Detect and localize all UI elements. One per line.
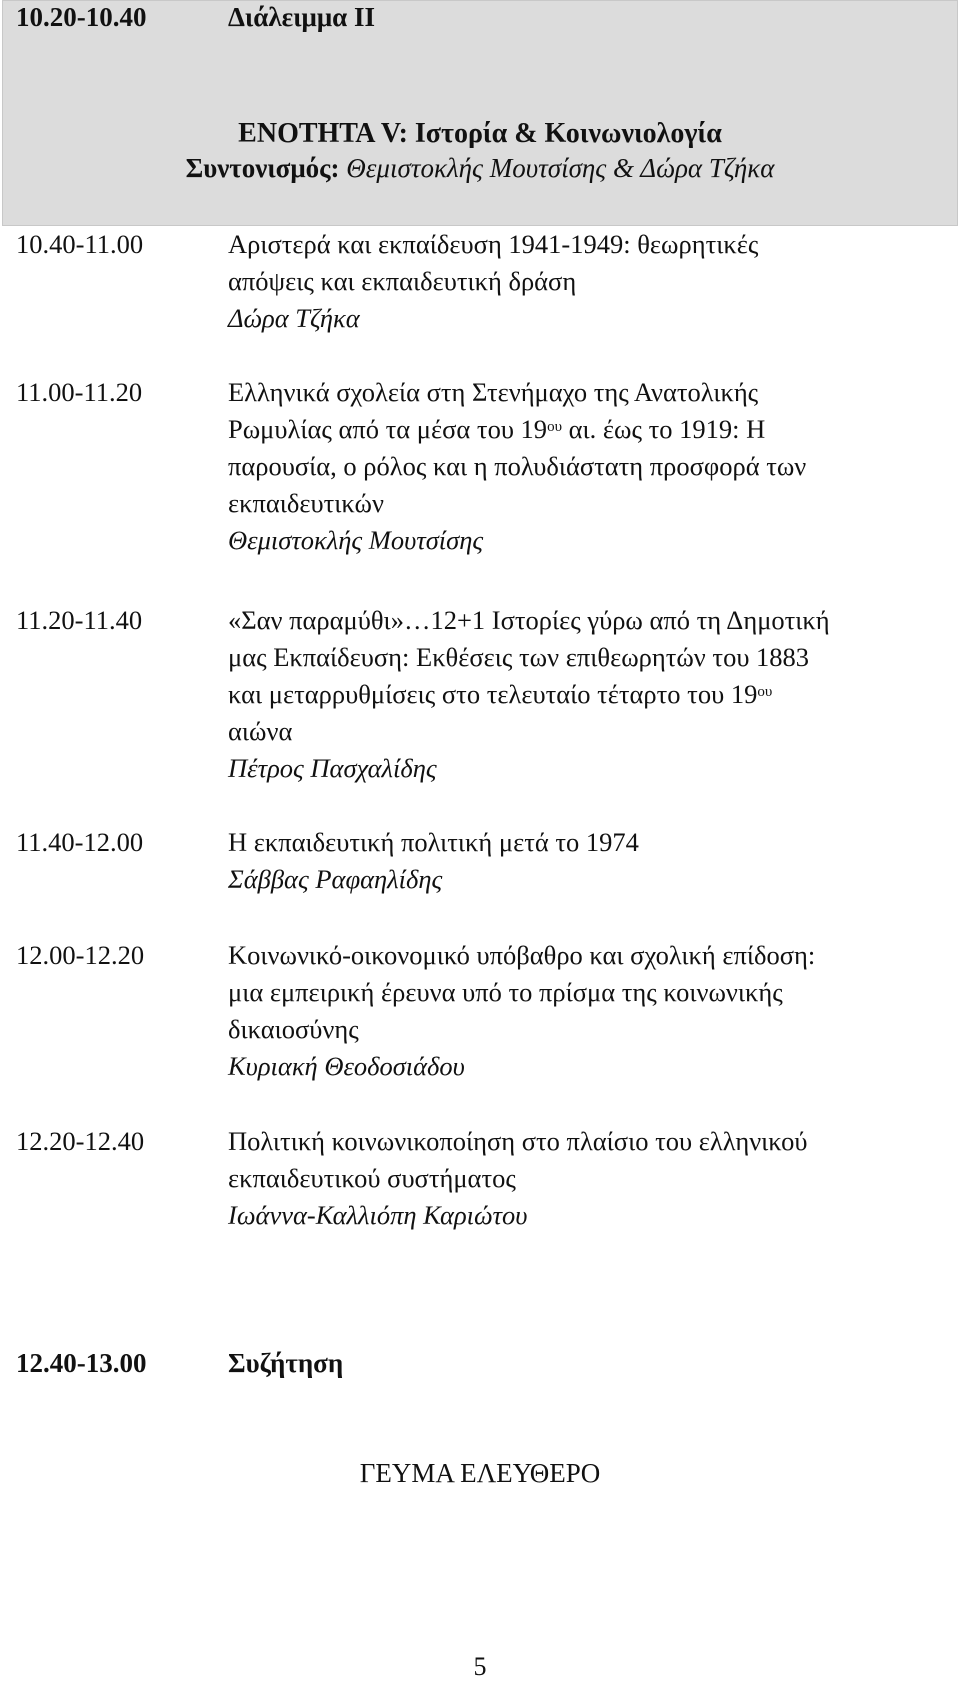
session-speaker: Ιωάννα-Καλλιόπη Καριώτου — [228, 1200, 528, 1230]
session-content — [228, 824, 943, 898]
session-content — [228, 602, 943, 787]
session-title-line: εκπαιδευτικού συστήματος — [228, 1163, 516, 1193]
session-title-line: αιώνα — [228, 716, 293, 746]
session-speaker: Πέτρος Πασχαλίδης — [228, 753, 437, 783]
session-speaker: Σάββας Ραφαηλίδης — [228, 864, 443, 894]
ordinal-superscript: ου — [757, 684, 773, 700]
session-title-line: Πολιτική κοινωνικοποίηση στο πλαίσιο του ελληνικού — [228, 1126, 808, 1156]
session-speaker: Δώρα Τζήκα — [228, 303, 360, 333]
session-content — [228, 937, 943, 1085]
session-content — [228, 226, 943, 337]
coordination-label: Συντονισμός: — [185, 153, 340, 183]
session-title-line: παρουσία, ο ρόλος και η πολυδιάστατη προσφορά των — [228, 451, 807, 481]
session-content — [228, 1123, 943, 1234]
session-title-line: δικαιοσύνης — [228, 1014, 359, 1044]
session-time: 11.20-11.40 — [16, 605, 143, 635]
session-time: 11.40-12.00 — [16, 827, 144, 857]
session-title-text: αι. έως το 1919: Η — [562, 414, 766, 444]
section-title: ΕΝΟΤΗΤΑ V: Ιστορία & Κοινωνιολογία — [238, 118, 722, 149]
section-coordination — [0, 153, 960, 184]
discussion-label: Συζήτηση — [228, 1348, 344, 1378]
session-title-line: Κοινωνικό-οικονομικό υπόβαθρο και σχολική επίδοση: — [228, 940, 816, 970]
session-speaker: Κυριακή Θεοδοσιάδου — [228, 1051, 465, 1081]
session-title-line: Ελληνικά σχολεία στη Στενήμαχο της Ανατολικής — [228, 377, 759, 407]
section-header-band — [2, 0, 958, 226]
break-label: Διάλειμμα ΙΙ — [228, 2, 375, 32]
coordination-names: Θεμιστοκλής Μουτσίσης & Δώρα Τζήκα — [339, 153, 775, 183]
session-title-text: και μεταρρυθμίσεις στο τελευταίο τέταρτο του 19 — [228, 679, 758, 709]
session-title-line — [228, 676, 943, 713]
discussion-time: 12.40-13.00 — [16, 1348, 147, 1378]
session-content — [228, 374, 943, 559]
session-title-text: Ρωμυλίας από τα μέσα του 19 — [228, 414, 548, 444]
page-number: 5 — [473, 1652, 487, 1681]
lunch-notice: ΓΕΥΜΑ ΕΛΕΥΘΕΡΟ — [359, 1458, 601, 1488]
session-time: 10.40-11.00 — [16, 229, 144, 259]
session-title-line: απόψεις και εκπαιδευτική δράση — [228, 266, 577, 296]
session-title-line: «Σαν παραμύθι»…12+1 Ιστορίες γύρω από τη Δημοτική — [228, 605, 830, 635]
break-time: 10.20-10.40 — [16, 2, 147, 32]
session-title-line — [228, 411, 943, 448]
session-time: 12.00-12.20 — [16, 940, 145, 970]
session-title-line: εκπαιδευτικών — [228, 488, 384, 518]
session-title-line: Η εκπαιδευτική πολιτική μετά το 1974 — [228, 827, 639, 857]
session-title-line: Αριστερά και εκπαίδευση 1941-1949: θεωρητικές — [228, 229, 759, 259]
session-title-line: μας Εκπαίδευση: Εκθέσεις των επιθεωρητών του 1883 — [228, 642, 810, 672]
session-time: 11.00-11.20 — [16, 377, 143, 407]
ordinal-superscript: ου — [547, 419, 562, 435]
session-title-line: μια εμπειρική έρευνα υπό το πρίσμα της κοινωνικής — [228, 977, 783, 1007]
session-speaker: Θεμιστοκλής Μουτσίσης — [228, 525, 484, 555]
session-time: 12.20-12.40 — [16, 1126, 145, 1156]
